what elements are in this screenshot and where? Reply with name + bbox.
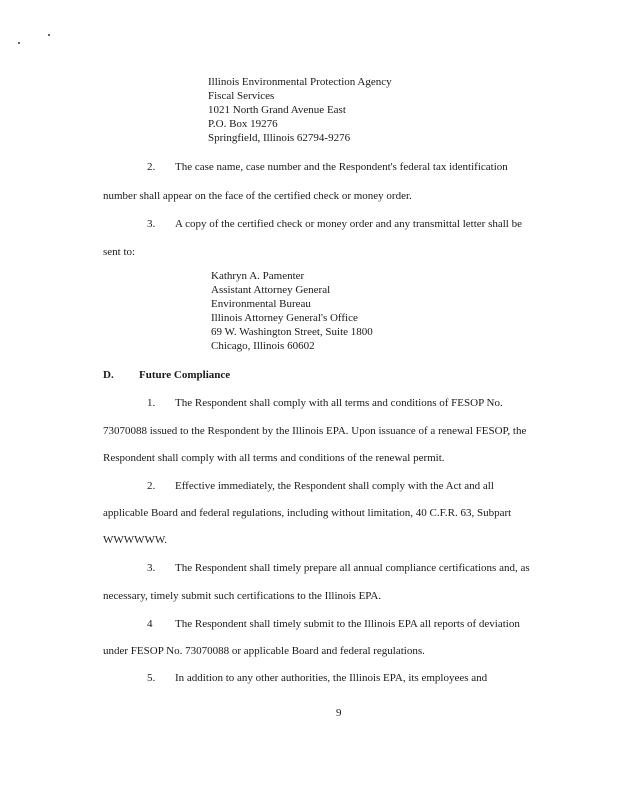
para-3-number: 3. xyxy=(147,218,156,230)
d2-line-2: applicable Board and federal regulations, including without limitation, 40 C.F.R. 63, Subpart xyxy=(103,507,512,519)
para-3-line-2: sent to: xyxy=(103,246,136,258)
scan-speck xyxy=(48,34,50,36)
d1-line-3: Respondent shall comply with all terms and conditions of the renewal permit. xyxy=(103,452,445,464)
d1-line-1: The Respondent shall comply with all terms and conditions of FESOP No. xyxy=(175,397,503,409)
section-d-letter: D. xyxy=(103,369,114,381)
ag-address-line-2: Assistant Attorney General xyxy=(211,284,331,296)
d2-line-3: WWWWWW. xyxy=(103,534,168,546)
d1-number: 1. xyxy=(147,397,156,409)
d4-line-2: under FESOP No. 73070088 or applicable Board and federal regulations. xyxy=(103,645,425,657)
d4-line-1: The Respondent shall timely submit to the Illinois EPA all reports of deviation xyxy=(175,618,520,630)
d2-number: 2. xyxy=(147,480,156,492)
scan-speck xyxy=(18,42,20,44)
para-2-line-2: number shall appear on the face of the certified check or money order. xyxy=(103,190,412,202)
ag-address-line-4: Illinois Attorney General's Office xyxy=(211,312,358,324)
section-d-title: Future Compliance xyxy=(139,369,231,381)
epa-address-line-5: Springfield, Illinois 62794-9276 xyxy=(208,132,351,144)
epa-address-line-2: Fiscal Services xyxy=(208,90,275,102)
d4-number: 4 xyxy=(147,618,153,630)
epa-address-line-1: Illinois Environmental Protection Agency xyxy=(208,76,392,88)
para-2-number: 2. xyxy=(147,161,156,173)
d5-number: 5. xyxy=(147,672,156,684)
page-number: 9 xyxy=(336,707,342,719)
para-3-line-1: A copy of the certified check or money order and any transmittal letter shall be xyxy=(175,218,522,230)
d2-line-1: Effective immediately, the Respondent shall comply with the Act and all xyxy=(175,480,494,492)
epa-address-line-3: 1021 North Grand Avenue East xyxy=(208,104,346,116)
para-2-line-1: The case name, case number and the Respondent's federal tax identification xyxy=(175,161,508,173)
d3-line-2: necessary, timely submit such certifications to the Illinois EPA. xyxy=(103,590,382,602)
d3-number: 3. xyxy=(147,562,156,574)
ag-address-line-3: Environmental Bureau xyxy=(211,298,311,310)
epa-address-line-4: P.O. Box 19276 xyxy=(208,118,278,130)
ag-address-line-5: 69 W. Washington Street, Suite 1800 xyxy=(211,326,373,338)
ag-address-line-1: Kathryn A. Pamenter xyxy=(211,270,305,282)
ag-address-line-6: Chicago, Illinois 60602 xyxy=(211,340,315,352)
d1-line-2: 73070088 issued to the Respondent by the Illinois EPA. Upon issuance of a renewal FESOP, the xyxy=(103,425,527,437)
d5-line-1: In addition to any other authorities, the Illinois EPA, its employees and xyxy=(175,672,488,684)
d3-line-1: The Respondent shall timely prepare all annual compliance certifications and, as xyxy=(175,562,530,574)
